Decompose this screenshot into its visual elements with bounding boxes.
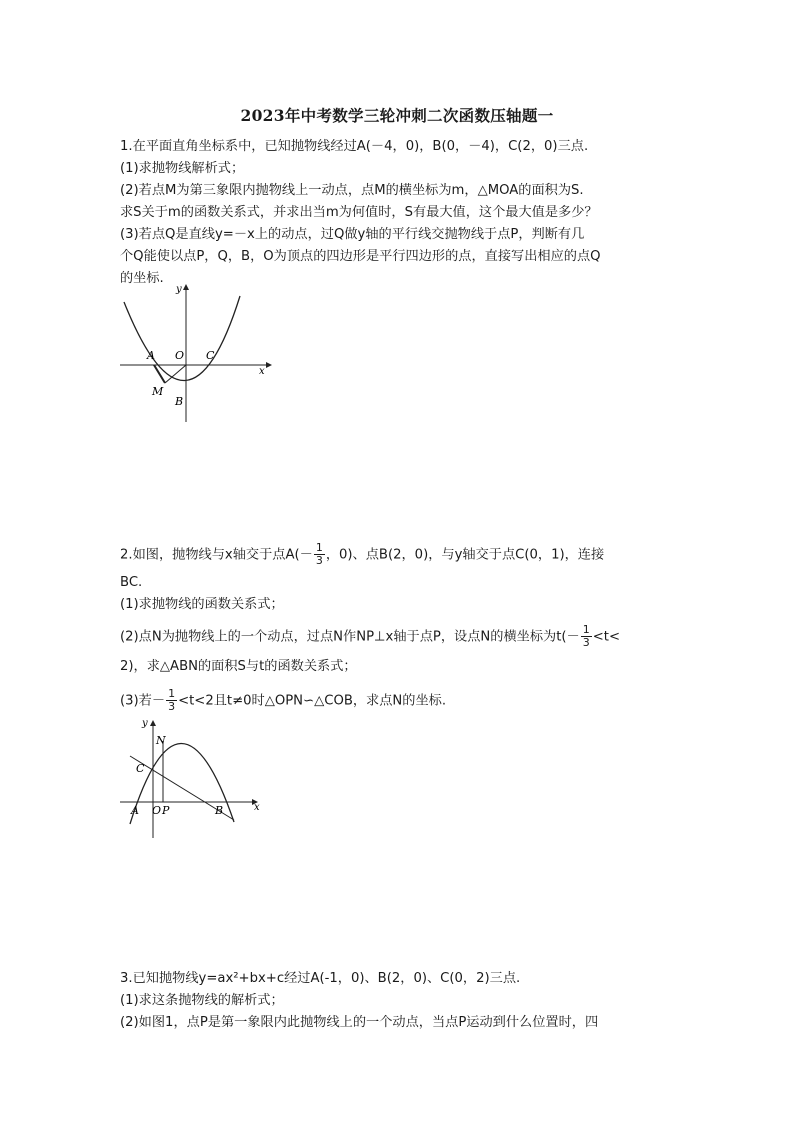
fraction-one-third: $\frac{1}{3}$ — [582, 623, 590, 649]
fraction-one-third: $\frac{1}{3}$ — [168, 687, 176, 713]
problem-1-part-3-end: 的坐标. — [120, 271, 164, 286]
label-x: x — [259, 366, 265, 377]
problem-3-part-2: (2)如图1，点P是第一象限内此抛物线上的一个动点，当点P运动到什么位置时，四 — [120, 1015, 599, 1030]
label-x: x — [254, 802, 260, 813]
problem-3-statement: 3.已知抛物线y=ax²+bx+c经过A(-1，0)、B(2，0)、C(0，2)三点. — [120, 971, 521, 986]
label-y: y — [142, 718, 148, 729]
problem-1-part-2: (2)若点M为第三象限内抛物线上一动点，点M的横坐标为m，△MOA的面积为S. — [120, 183, 584, 198]
y-axis-arrow — [150, 720, 156, 726]
problem-2-part-2: (2)点N为抛物线上的一个动点，过点N作NP⊥x轴于点P，设点N的横坐标为t(－ $\frac{1}{3}$ <t< — [120, 623, 620, 649]
problem-2-statement-cont: BC. — [120, 575, 143, 590]
label-c: C — [136, 762, 145, 775]
label-a: A — [131, 804, 139, 817]
label-b: B — [175, 395, 184, 408]
problem-1-part-2-cont: 求S关于m的函数关系式，并求出当m为何值时，S有最大值，这个最大值是多少？ — [120, 205, 598, 220]
label-y: y — [176, 284, 182, 295]
problem-1-part-3: (3)若点Q是直线y=－x上的动点，过Q做y轴的平行线交抛物线于点P，判断有几 — [120, 227, 585, 242]
problem-3-part-1: (1)求这条抛物线的解析式； — [120, 993, 284, 1008]
problem-2-part-1: (1)求抛物线的函数关系式； — [120, 597, 284, 612]
fraction-one-third: $\frac{1}{3}$ — [315, 541, 323, 567]
label-o: O — [175, 349, 185, 362]
label-b: B — [215, 804, 224, 817]
label-a: A — [147, 349, 155, 362]
label-c: C — [206, 349, 215, 362]
problem-2-text-b: ，0)、点B(2，0)，与y轴交于点C(0，1)，连接 — [325, 547, 605, 563]
problem-2-statement — [120, 542, 604, 567]
page-title: 2023年中考数学三轮冲刺二次函数压轴题一 — [240, 106, 554, 125]
segment-am — [154, 365, 165, 383]
problem-2-figure — [118, 716, 268, 841]
problem-1-part-1: (1)求抛物线解析式； — [120, 161, 245, 176]
problem-1-statement: 1.在平面直角坐标系中，已知抛物线经过A(－4，0)，B(0，－4)，C(2，0)三点. — [120, 139, 589, 154]
problem-2-text-a: 2.如图，抛物线与x轴交于点A(－ — [120, 547, 313, 563]
problem-1-figure — [118, 282, 278, 427]
y-axis-arrow — [183, 284, 189, 290]
problem-2-part-3: (3)若－ $\frac{1}{3}$ <t<2且t≠0时△OPN∽△COB，求点N的坐标. — [120, 687, 447, 713]
label-o: O — [152, 804, 162, 817]
label-n: N — [156, 734, 166, 747]
problem-1-part-3-cont: 个Q能使以点P，Q，B，O为顶点的四边形是平行四边形的点，直接写出相应的点Q — [120, 249, 601, 264]
problem-2-part-2-cont: 2)，求△ABN的面积S与t的函数关系式； — [120, 659, 357, 674]
label-m: M — [152, 385, 164, 398]
x-axis-arrow — [266, 362, 272, 368]
label-p: P — [162, 804, 170, 817]
